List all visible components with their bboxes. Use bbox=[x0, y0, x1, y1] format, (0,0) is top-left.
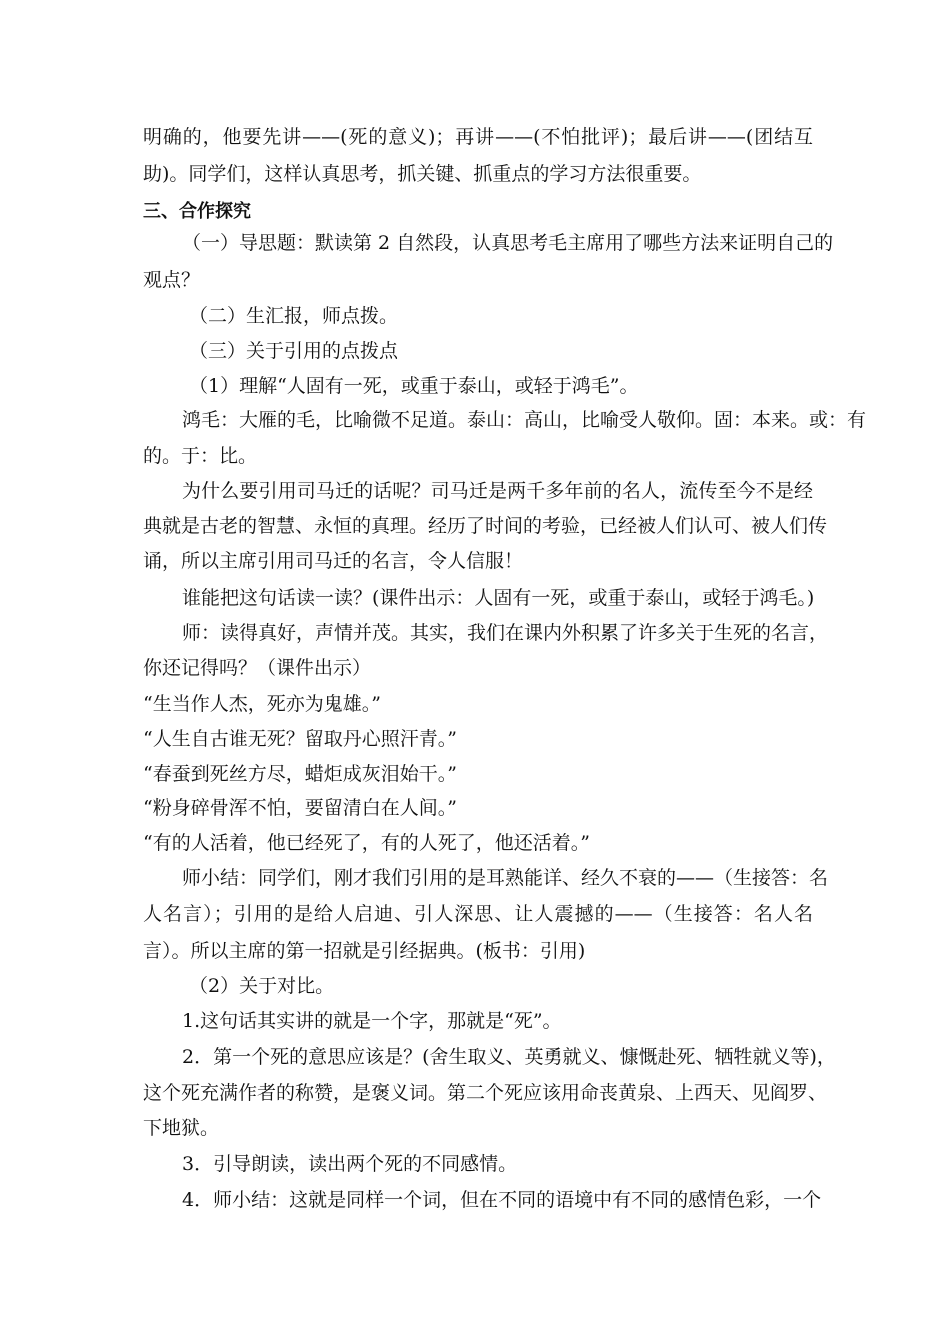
paragraph-line: 4．师小结：这就是同样一个词，但在不同的语境中有不同的感情色彩，一个 bbox=[182, 1189, 822, 1211]
paragraph-line: 谁能把这句话读一读？(课件出示：人固有一死，或重于泰山，或轻于鸿毛。) bbox=[182, 587, 815, 609]
paragraph-line: 师：读得真好，声情并茂。其实，我们在课内外积累了许多关于生死的名言， bbox=[182, 622, 829, 644]
paragraph-line: （2）关于对比。 bbox=[189, 975, 335, 997]
paragraph-line: 师小结：同学们，刚才我们引用的是耳熟能详、经久不衰的——（生接答：名 bbox=[182, 867, 829, 889]
paragraph-line: 鸿毛：大雁的毛，比喻微不足道。泰山：高山，比喻受人敬仰。固：本来。或：有 bbox=[182, 409, 867, 431]
quote-line: “有的人活着，他已经死了，有的人死了，他还活着。” bbox=[143, 832, 590, 854]
paragraph-line: 你还记得吗？（课件出示） bbox=[143, 657, 372, 679]
paragraph-line: 人名言）；引用的是给人启迪、引人深思、让人震撼的——（生接答：名人名 bbox=[143, 903, 813, 925]
paragraph-line: 的。于：比。 bbox=[143, 445, 258, 467]
paragraph-line: 为什么要引用司马迁的话呢？司马迁是两千多年前的名人，流传至今不是经 bbox=[182, 480, 813, 502]
paragraph-line: 下地狱。 bbox=[143, 1117, 220, 1139]
paragraph-line: （三）关于引用的点拨点 bbox=[189, 340, 399, 362]
paragraph-line: 典就是古老的智慧、永恒的真理。经历了时间的考验，已经被人们认可、被人们传 bbox=[143, 515, 828, 537]
paragraph-line: （1）理解“人固有一死，或重于泰山，或轻于鸿毛”。 bbox=[189, 375, 639, 397]
paragraph-line: 2．第一个死的意思应该是？(舍生取义、英勇就义、慷慨赴死、牺牲就义等)， bbox=[182, 1046, 836, 1068]
section-heading: 三、合作探究 bbox=[143, 201, 251, 222]
quote-line: “人生自古谁无死？留取丹心照汗青。” bbox=[143, 728, 457, 750]
paragraph-line: 3．引导朗读，读出两个死的不同感情。 bbox=[182, 1153, 518, 1175]
paragraph-line: 助)。同学们，这样认真思考，抓关键、抓重点的学习方法很重要。 bbox=[143, 163, 702, 185]
paragraph-line: 观点？ bbox=[143, 269, 201, 291]
paragraph-line: 诵，所以主席引用司马迁的名言，令人信服！ bbox=[143, 550, 524, 572]
paragraph-line: 言）。所以主席的第一招就是引经据典。(板书：引用) bbox=[143, 940, 586, 962]
paragraph-line: 这个死充满作者的称赞，是褒义词。第二个死应该用命丧黄泉、上西天、见阎罗、 bbox=[143, 1082, 828, 1104]
quote-line: “粉身碎骨浑不怕，要留清白在人间。” bbox=[143, 797, 457, 819]
quote-line: “生当作人杰，死亦为鬼雄。” bbox=[143, 693, 381, 715]
paragraph-line: 明确的，他要先讲——(死的意义)；再讲——(不怕批评)；最后讲——(团结互 bbox=[143, 126, 813, 148]
paragraph-line: 1.这句话其实讲的就是一个字，那就是“死”。 bbox=[182, 1010, 562, 1032]
quote-line: “春蚕到死丝方尽，蜡炬成灰泪始干。” bbox=[143, 763, 457, 785]
paragraph-line: （一）导思题：默读第 2 自然段，认真思考毛主席用了哪些方法来证明自己的 bbox=[182, 232, 834, 254]
paragraph-line: （二）生汇报，师点拨。 bbox=[189, 305, 399, 327]
